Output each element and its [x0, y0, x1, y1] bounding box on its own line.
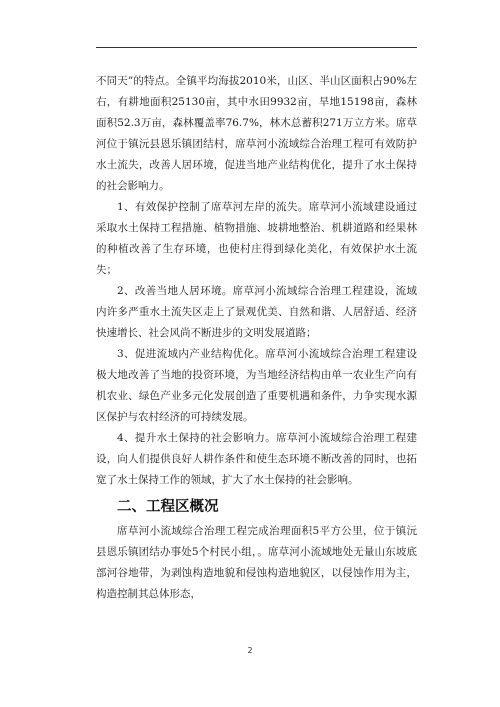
header-rule	[96, 47, 417, 48]
paragraph-point-2: 2、改善当地人居环境。席草河小流域综合治理工程建设，流域内许多严重水土流失区走上了景观优美、自然和谐、人居舒适、经济快速增长、社会风尚不断进步的文明发展道路；	[96, 285, 417, 339]
document-body	[96, 71, 417, 605]
page-number: 2	[247, 646, 253, 655]
paragraph-point-1: 1、有效保护控制了席草河左岸的流失。席草河小流域建设通过采取水土保持工程措施、植物措施、坡耕地整治、机耕道路和经果林的种植改善了生存环境，也使村庄得到绿化美化，有效保护水土流失；	[96, 201, 417, 276]
paragraph-intro: 不同天”的特点。全镇平均海拔2010米，山区、半山区面积占90%左右，有耕地面积25130亩，其中水田9932亩，旱地15198亩，森林面积52.3万亩，森林覆盖率76.7%，林木总蓄积271万立方米。席草河位于镇沅县恩乐镇团结村，席草河小流域综合治理工程可有效防护水土流失，改善人居环境，促进当地产业结构优化，提升了水土保持的社会影响力。	[96, 75, 417, 192]
paragraph-point-4: 4、提升水土保持的社会影响力。席草河小流域综合治理工程建设，向人们提供良好人耕作条件和使生态环境不断改善的同时，也拓宽了水土保持工作的领域，扩大了水土保持的社会影响。	[96, 432, 417, 486]
paragraph-overview: 席草河小流域综合治理工程完成治理面积5平方公里，位于镇沅县恩乐镇团结办事处5个村民小组，。席草河小流域地处无量山东坡底部河谷地带，为剥蚀构造地貌和侵蚀构造地貌区，以侵蚀作用为主，构造控制其总体形态，	[96, 525, 417, 600]
paragraph-point-3: 3、促进流域内产业结构优化。席草河小流域综合治理工程建设极大地改善了当地的投资环境，为当地经济结构由单一农业生产向有机农业、绿色产业多元化发展创造了重要机遇和条件，力争实现水源区保护与农村经济的可持续发展。	[96, 348, 417, 423]
section-heading: 二、工程区概况	[117, 499, 219, 515]
